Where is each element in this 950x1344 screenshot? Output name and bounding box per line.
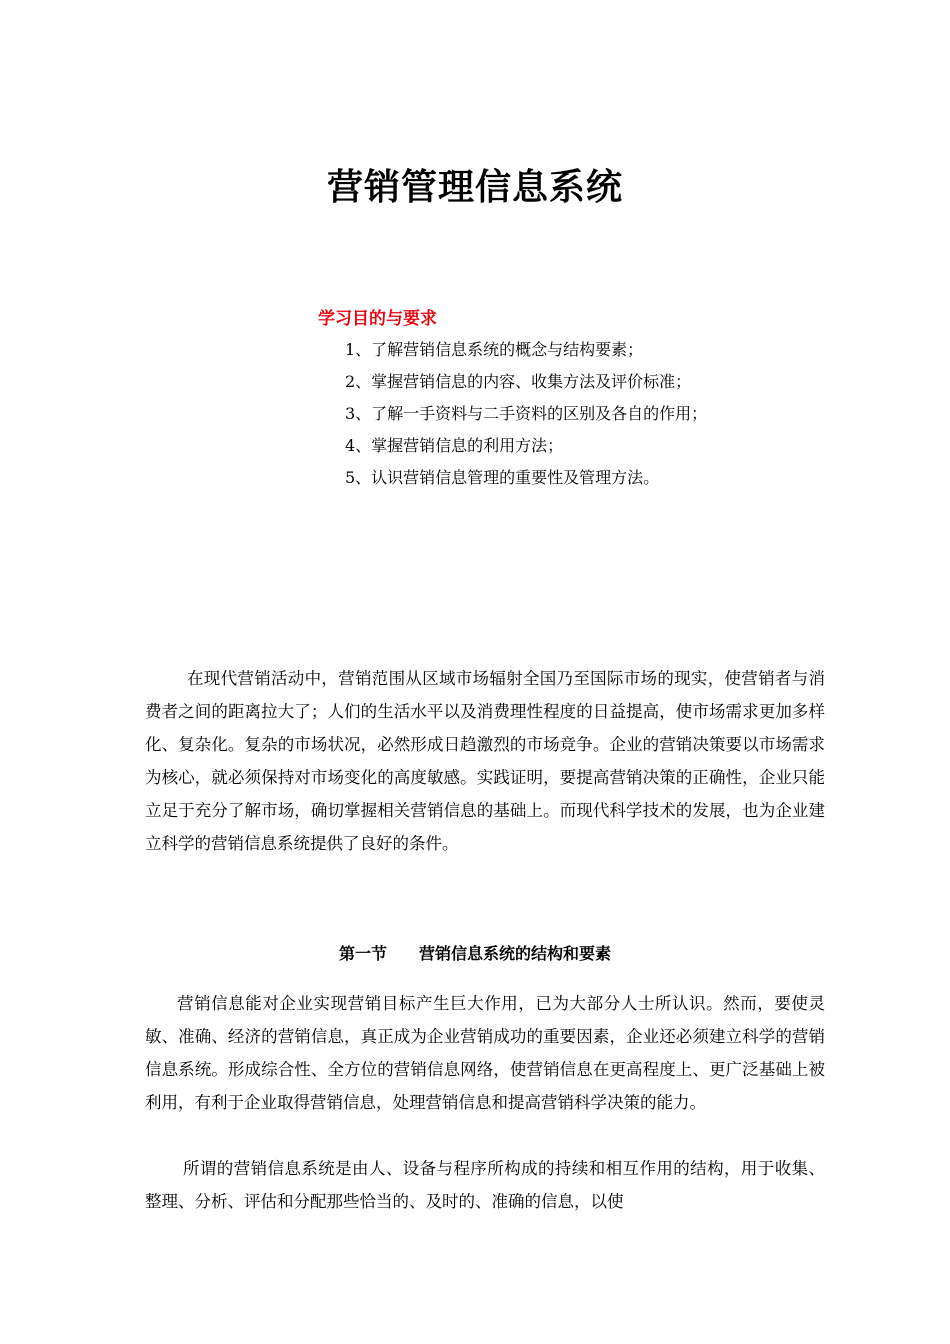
section-paragraph-2: 所谓的营销信息系统是由人、设备与程序所构成的持续和相互作用的结构，用于收集、整理、分析、评估和分配那些恰当的、及时的、准确的信息，以使 <box>145 1159 825 1211</box>
intro-paragraph: 在现代营销活动中，营销范围从区域市场辐射全国乃至国际市场的现实，使营销者与消费者之间的距离拉大了；人们的生活水平以及消费理性程度的日益提高，使市场需求更加多样化、复杂化。复杂的市场状况，必然形成日趋激烈的市场竞争。企业的营销决策要以市场需求为核心，就必须保持对市场变化的高度敏感。实践证明，要提高营销决策的正确性，企业只能立足于充分了解市场，确切掌握相关营销信息的基础上。而现代科学技术的发展，也为企业建立科学的营销信息系统提供了良好的条件。 <box>145 669 825 853</box>
objective-item-1: 1、了解营销信息系统的概念与结构要素； <box>345 340 644 359</box>
document-title: 营销管理信息系统 <box>326 167 623 209</box>
objectives-heading: 学习目的与要求 <box>318 309 437 329</box>
learning-objectives <box>318 306 878 494</box>
objective-item-3: 3、了解一手资料与二手资料的区别及各自的作用； <box>345 404 708 423</box>
section-paragraph-1: 营销信息能对企业实现营销目标产生巨大作用，已为大部分人士所认识。然而，要使灵敏、准确、经济的营销信息，真正成为企业营销成功的重要因素，企业还必须建立科学的营销信息系统。形成综合性、全方位的营销信息网络，使营销信息在更高程度上、更广泛基础上被利用，有利于企业取得营销信息，处理营销信息和提高营销科学决策的能力。 <box>145 994 825 1112</box>
section-heading: 第一节 营销信息系统的结构和要素 <box>338 944 611 964</box>
objectives-list <box>318 334 878 494</box>
objective-item-2: 2、掌握营销信息的内容、收集方法及评价标准； <box>345 372 692 391</box>
objective-item-4: 4、掌握营销信息的利用方法； <box>345 436 564 455</box>
objective-item-5: 5、认识营销信息管理的重要性及管理方法。 <box>345 468 660 487</box>
